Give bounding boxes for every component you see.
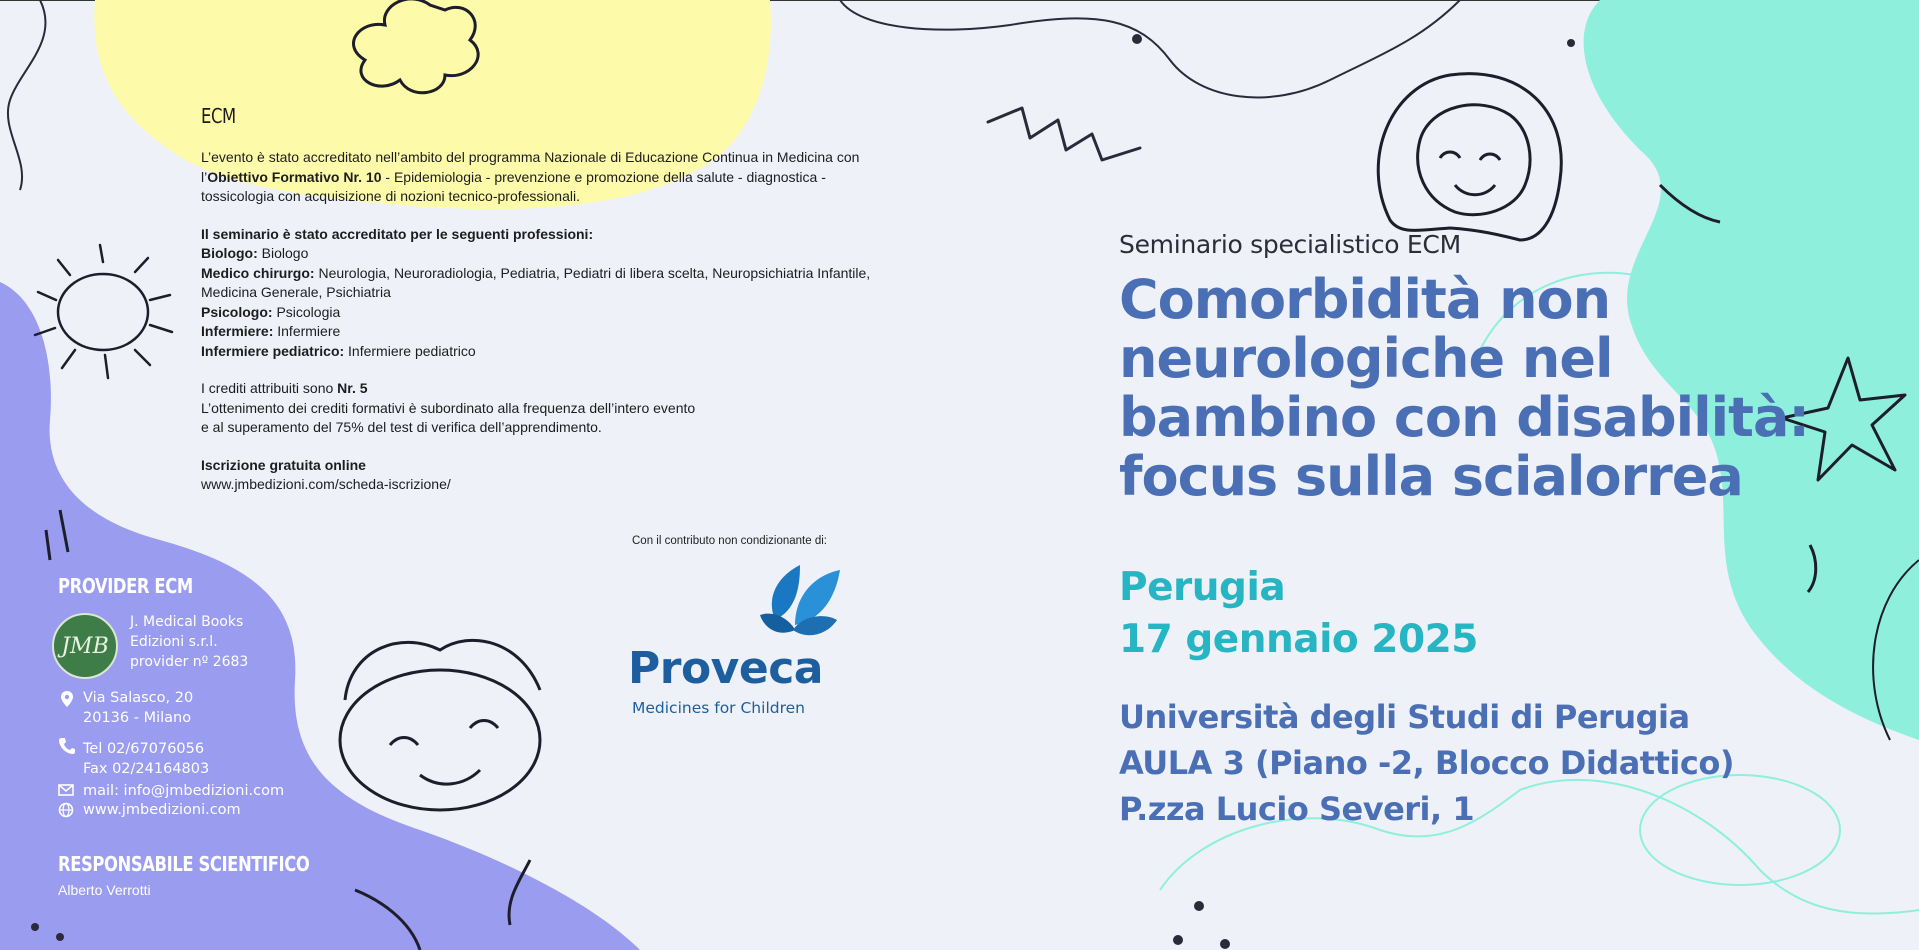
professions-title: Il seminario è stato accreditato per le seguenti professioni:	[201, 225, 594, 242]
event-title: Comorbidità non neurologiche nel bambino con disabilità: focus sulla scialorrea	[1119, 268, 1809, 508]
provider-website[interactable]: www.jmbedizioni.com	[83, 802, 241, 818]
professions-block: Il seminario è stato accreditato per le seguenti professioni: Biologo: Biologo Medico chirurgo: Neurologia, Neuroradiologia, Pediatria, Pediatri di libera scelta, Neuropsichiatria Infantile, Medicina Generale, Psichiatria Psicologo: Psicologia Infermiere: Infermiere Infermiere pediatrico: Infermiere pediatrico	[201, 225, 871, 359]
sponsor-tagline: Medicines for Children	[632, 699, 805, 717]
registration-link[interactable]: www.jmbedizioni.com/scheda-iscrizione/	[201, 476, 451, 492]
provider-name: J. Medical Books Edizioni s.r.l. provider nº 2683	[130, 614, 249, 670]
provider-mail[interactable]: mail: info@jmbedizioni.com	[83, 783, 285, 799]
phone-icon	[58, 737, 76, 755]
globe-icon	[58, 802, 74, 818]
event-date: 17 gennaio 2025	[1119, 617, 1478, 662]
proveca-leaf-icon	[755, 565, 845, 655]
ecm-title: ECM	[201, 104, 236, 128]
sponsor-label: Con il contributo non condizionante di:	[632, 535, 827, 547]
registration-title: Iscrizione gratuita online	[201, 456, 366, 473]
mail-icon	[58, 783, 74, 797]
event-subtitle: Seminario specialistico ECM	[1119, 230, 1461, 259]
girl-face-doodle	[1378, 74, 1561, 240]
ecm-intro: L’evento è stato accreditato nell’ambito del programma Nazionale di Educazione Continua in Medicina con l’Obiettivo Formativo Nr. 10 - Epidemiologia - prevenzione e promozione della salute - diagnostica - tossicologia con acquisizione di nozioni tecnico-professionali.	[201, 149, 860, 204]
provider-logo	[52, 613, 118, 679]
boy-face-doodle	[340, 640, 540, 810]
event-city: Perugia	[1119, 565, 1286, 610]
location-pin-icon	[58, 690, 76, 708]
zigzag-decoration	[988, 108, 1140, 160]
registration-block	[201, 456, 901, 495]
provider-phone: Tel 02/67076056 Fax 02/24164803	[83, 741, 210, 777]
credits-block: I crediti attribuiti sono Nr. 5 L’ottenimento dei crediti formativi è subordinato alla frequenza dell’intero evento e al superamento del 75% del test di verifica dell’apprendimento.	[201, 380, 696, 435]
sponsor-name: Proveca	[628, 643, 823, 694]
scientific-name: Alberto Verrotti	[58, 882, 151, 898]
provider-logo-text: JMB	[61, 633, 109, 659]
event-location-date	[1119, 562, 1478, 666]
scientific-title: RESPONSABILE SCIENTIFICO	[58, 852, 310, 876]
ecm-description	[201, 148, 901, 507]
provider-title: PROVIDER ECM	[58, 574, 193, 598]
event-venue: Università degli Studi di Perugia AULA 3 (Piano -2, Blocco Didattico) P.zza Lucio Severi, 1	[1119, 698, 1734, 828]
provider-address: Via Salasco, 20 20136 - Milano	[83, 690, 194, 726]
sun-doodle	[35, 245, 172, 378]
